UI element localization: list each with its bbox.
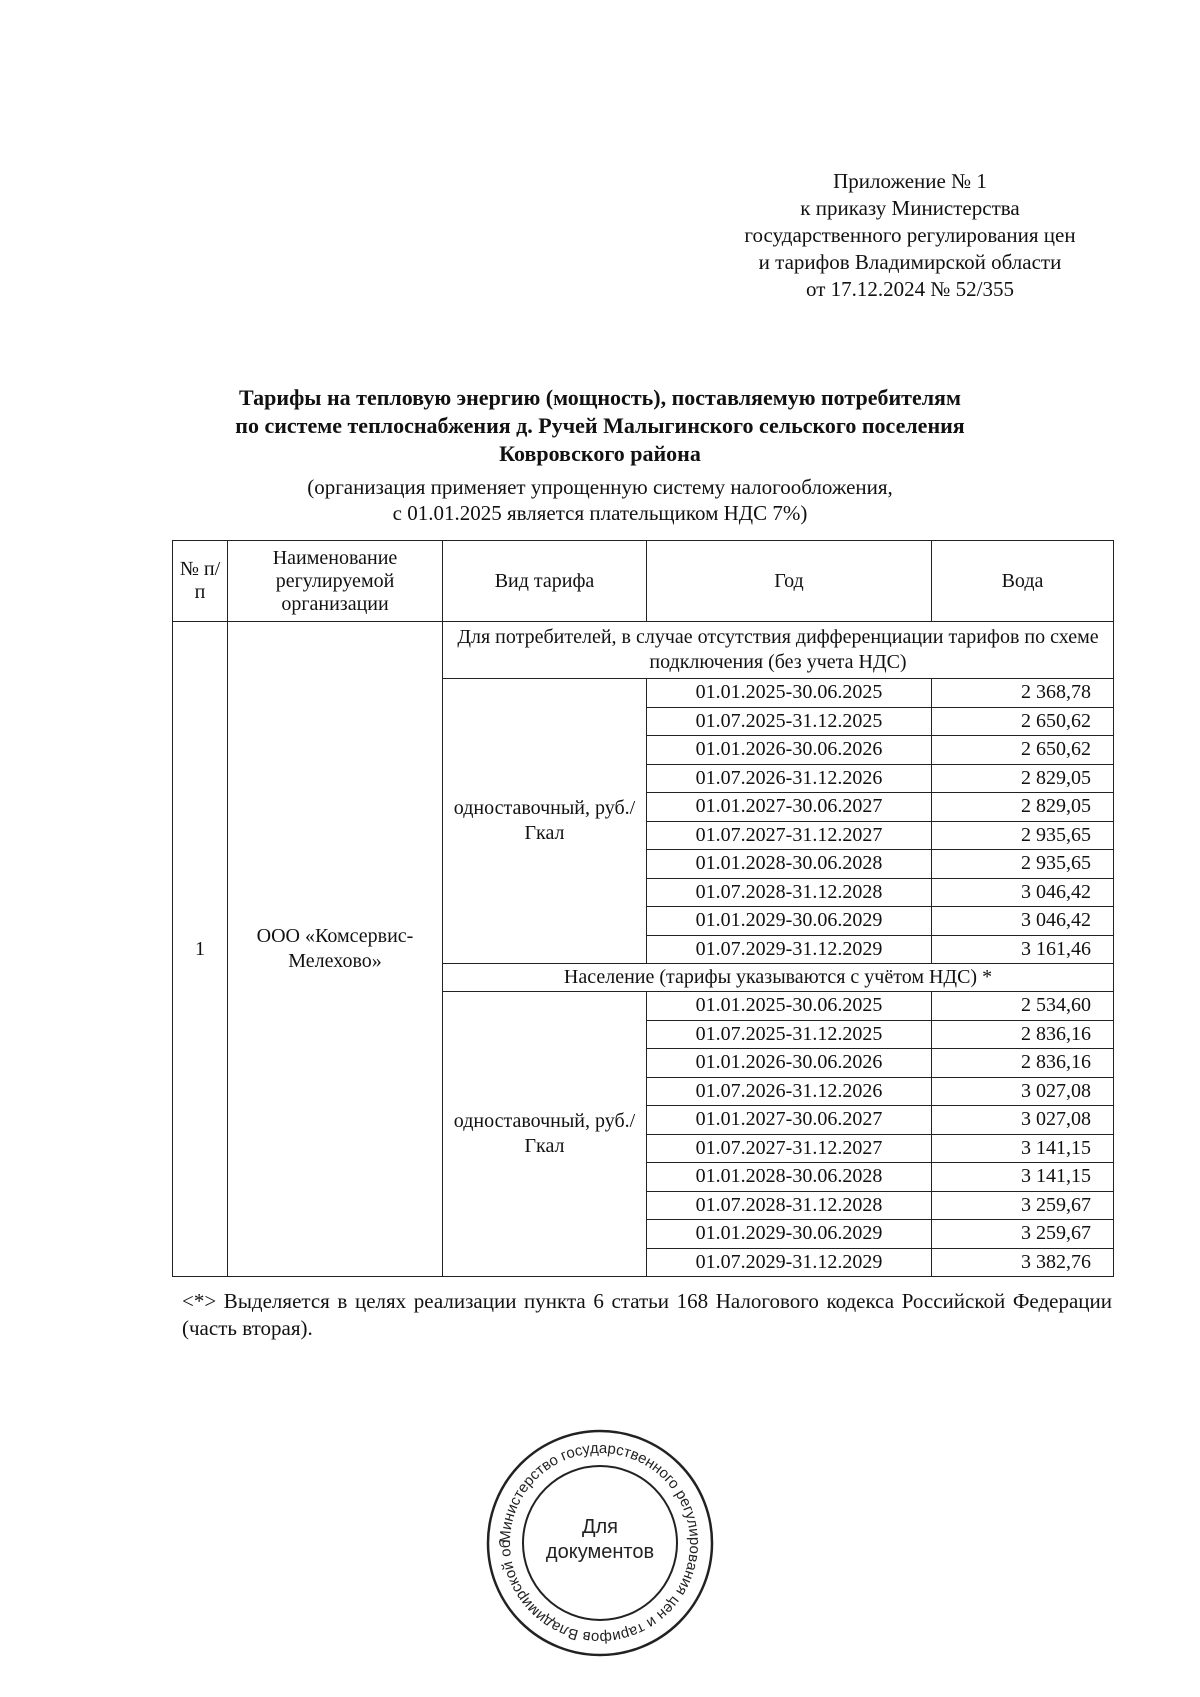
tariff-body [173,622,1114,1277]
official-stamp [480,1423,720,1663]
value-cell: 2 650,62 [932,736,1114,765]
tariff-type-cell: одноставочный, руб./Гкал [443,992,647,1277]
appendix-line: от 17.12.2024 № 52/355 [805,277,1015,301]
value-cell: 2 650,62 [932,707,1114,736]
period-cell: 01.07.2025-31.12.2025 [647,707,932,736]
group-heading-row [173,622,1114,679]
tariff-table [172,540,1114,1277]
period-cell: 01.07.2026-31.12.2026 [647,1077,932,1106]
value-cell: 2 534,60 [932,992,1114,1021]
value-cell: 2 935,65 [932,821,1114,850]
stamp-center-line: документов [545,1541,655,1563]
stamp-ring-textpath: Министерство государственного регулирования цен и тарифов Владимирской об [496,1439,704,1647]
organization-cell: ООО «Комсервис-Мелехово» [228,622,443,1277]
value-cell: 3 046,42 [932,878,1114,907]
value-cell: 2 935,65 [932,850,1114,879]
appendix-header [700,168,1120,303]
subtitle-line: с 01.01.2025 является плательщиком НДС 7%) [392,501,808,525]
header-number: № п/п [173,541,228,622]
title-line: по системе теплоснабжения д. Ручей Малыгинского сельского поселения [235,413,965,438]
document-title [150,384,1050,468]
value-cell: 3 027,08 [932,1106,1114,1135]
value-cell: 3 027,08 [932,1077,1114,1106]
period-cell: 01.01.2026-30.06.2026 [647,1049,932,1078]
header-tariff-type: Вид тарифа [443,541,647,622]
value-cell: 2 836,16 [932,1049,1114,1078]
table-header-row [173,541,1114,622]
value-cell: 3 046,42 [932,907,1114,936]
period-cell: 01.01.2027-30.06.2027 [647,793,932,822]
subtitle-line: (организация применяет упрощенную систему налогообложения, [307,475,893,499]
value-cell: 3 259,67 [932,1191,1114,1220]
value-cell: 3 382,76 [932,1248,1114,1277]
value-cell: 2 836,16 [932,1020,1114,1049]
period-cell: 01.07.2027-31.12.2027 [647,821,932,850]
group-heading: Население (тарифы указываются с учётом НДС) * [443,964,1114,992]
header-water: Вода [932,541,1114,622]
appendix-line: Приложение № 1 [833,169,987,193]
value-cell: 3 141,15 [932,1134,1114,1163]
period-cell: 01.01.2025-30.06.2025 [647,679,932,708]
period-cell: 01.01.2025-30.06.2025 [647,992,932,1021]
header-year: Год [647,541,932,622]
period-cell: 01.01.2026-30.06.2026 [647,736,932,765]
document-subtitle [150,474,1050,526]
stamp-center-line: Для [581,1516,619,1538]
value-cell: 3 259,67 [932,1220,1114,1249]
title-line: Ковровского района [499,441,701,466]
value-cell: 2 368,78 [932,679,1114,708]
period-cell: 01.01.2027-30.06.2027 [647,1106,932,1135]
stamp-center [480,1515,720,1565]
period-cell: 01.01.2028-30.06.2028 [647,1163,932,1192]
period-cell: 01.07.2025-31.12.2025 [647,1020,932,1049]
appendix-line: к приказу Министерства [800,196,1020,220]
period-cell: 01.07.2029-31.12.2029 [647,1248,932,1277]
value-cell: 3 161,46 [932,935,1114,964]
group-heading: Для потребителей, в случае отсутствия дифференциации тарифов по схеме подключения (без учета НДС) [443,622,1114,679]
period-cell: 01.01.2029-30.06.2029 [647,1220,932,1249]
period-cell: 01.07.2027-31.12.2027 [647,1134,932,1163]
period-cell: 01.07.2028-31.12.2028 [647,878,932,907]
tariff-type-cell: одноставочный, руб./Гкал [443,679,647,964]
footnote: <*> Выделяется в целях реализации пункта 6 статьи 168 Налогового кодекса Российской Федерации (часть вторая). [182,1289,1112,1340]
period-cell: 01.01.2028-30.06.2028 [647,850,932,879]
appendix-line: и тарифов Владимирской области [758,250,1062,274]
period-cell: 01.07.2029-31.12.2029 [647,935,932,964]
title-line: Тарифы на тепловую энергию (мощность), поставляемую потребителям [239,385,961,410]
header-organization: Наименование регулируемой организации [228,541,443,622]
value-cell: 3 141,15 [932,1163,1114,1192]
row-number-cell: 1 [173,622,228,1277]
value-cell: 2 829,05 [932,793,1114,822]
period-cell: 01.07.2028-31.12.2028 [647,1191,932,1220]
value-cell: 2 829,05 [932,764,1114,793]
appendix-line: государственного регулирования цен [744,223,1076,247]
period-cell: 01.01.2029-30.06.2029 [647,907,932,936]
period-cell: 01.07.2026-31.12.2026 [647,764,932,793]
